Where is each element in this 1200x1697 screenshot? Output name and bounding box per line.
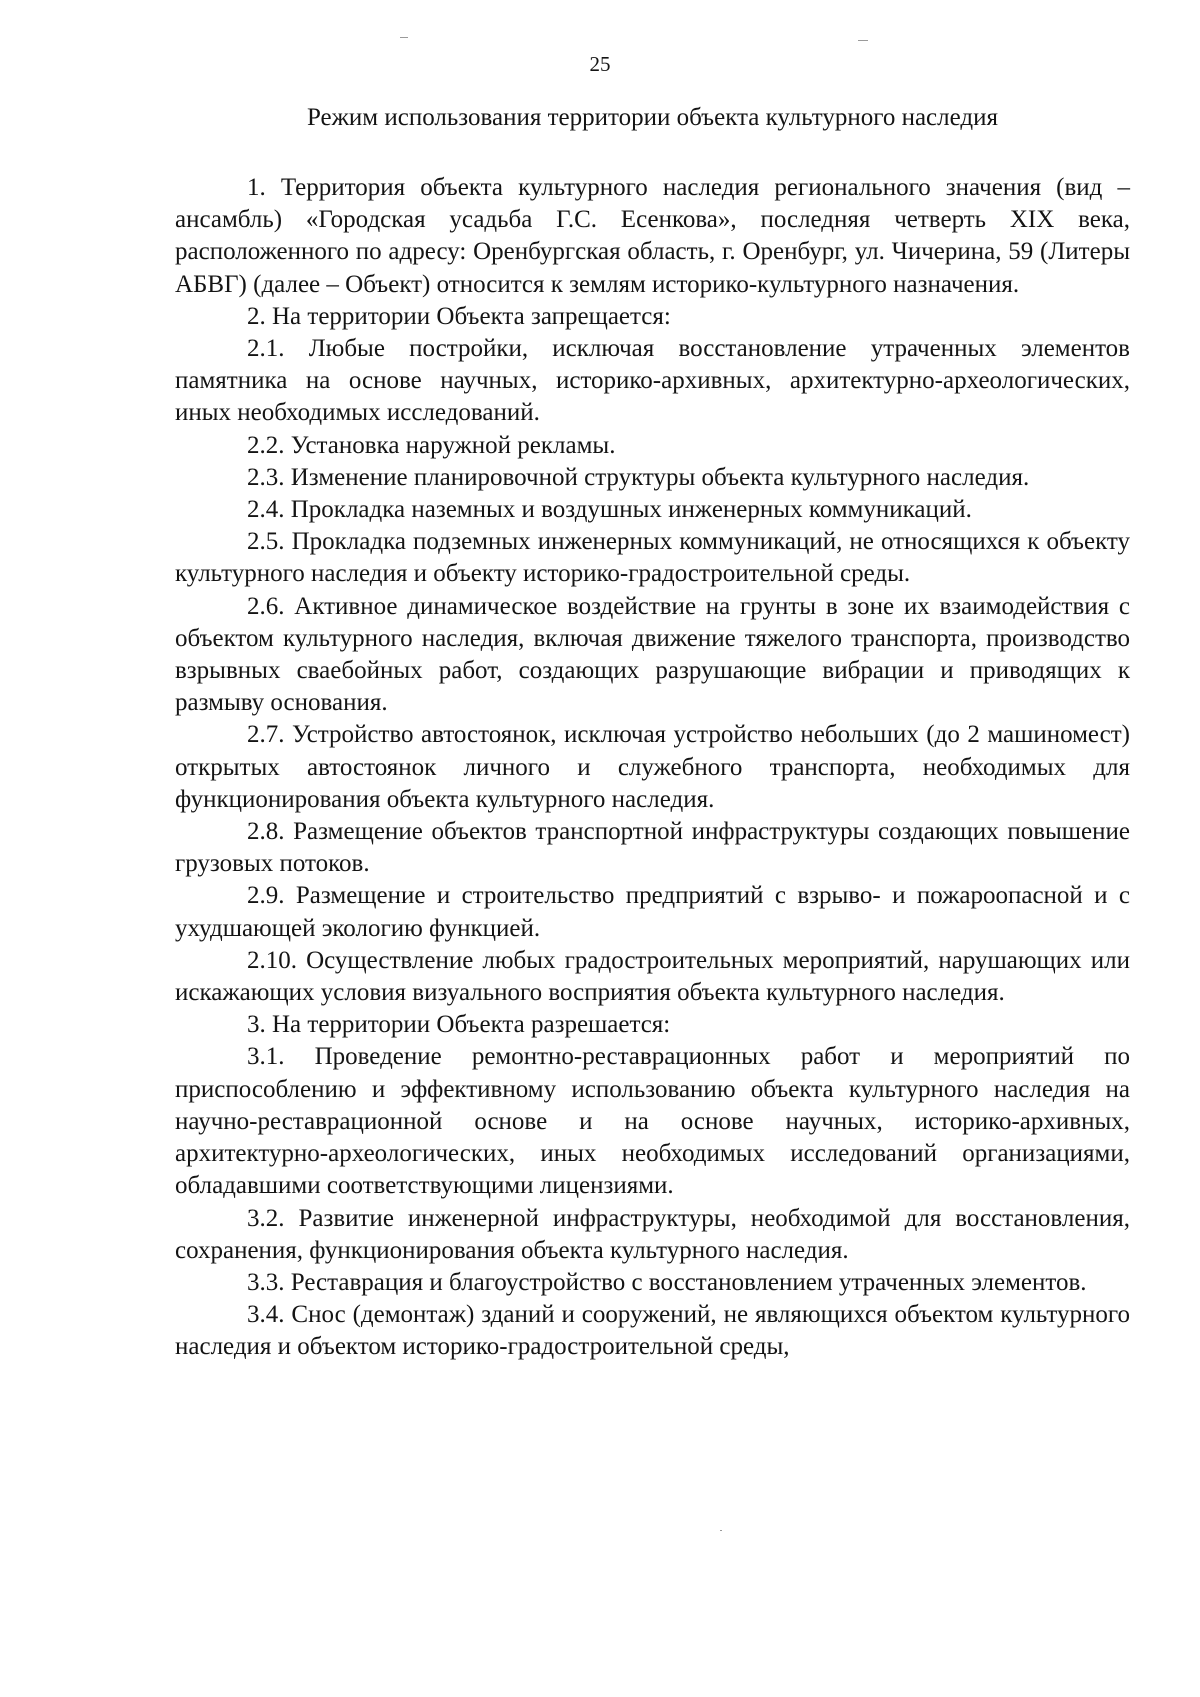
paragraph: 3.2. Развитие инженерной инфраструктуры, необходимой для восстановления, сохранения, функционирования объекта культурного наследия. <box>175 1204 1130 1264</box>
page-title: Режим использования территории объекта культурного наследия <box>306 104 998 131</box>
scan-speck <box>720 1530 722 1531</box>
paragraph: 2.9. Размещение и строительство предприятий с взрыво- и пожароопасной и с ухудшающей экологию функцией. <box>175 882 1130 942</box>
paragraph: 2.8. Размещение объектов транспортной инфраструктуры создающих повышение грузовых потоков. <box>175 818 1130 878</box>
paragraph: 3.4. Снос (демонтаж) зданий и сооружений, не являющихся объектом культурного наследия и объектом историко-градостроительной среды, <box>175 1301 1130 1361</box>
paragraph: 2.10. Осуществление любых градостроительных мероприятий, нарушающих или искажающих условия визуального восприятия объекта культурного наследия. <box>175 946 1130 1007</box>
scan-speck <box>858 40 868 41</box>
paragraph: 2.5. Прокладка подземных инженерных коммуникаций, не относящихся к объекту культурного наследия и объекту историко-градостроительной среды. <box>175 528 1130 588</box>
paragraph: 2.6. Активное динамическое воздействие на грунты в зоне их взаимодействия с объектом культурного наследия, включая движение тяжелого транспорта, производство взрывных сваебойных работ, создающих разрушающие вибрации и приводящих к размыву основания. <box>175 592 1130 717</box>
paragraph: 2. На территории Объекта запрещается: <box>247 302 671 330</box>
scan-speck <box>400 37 408 38</box>
paragraph: 2.2. Установка наружной рекламы. <box>247 431 616 459</box>
paragraph: 2.7. Устройство автостоянок, исключая устройство небольших (до 2 машиномест) открытых автостоянок личного и служебного транспорта, необходимых для функционирования объекта культурного наследия. <box>175 721 1130 813</box>
paragraph: 2.3. Изменение планировочной структуры объекта культурного наследия. <box>247 463 1030 491</box>
paragraph: 3.3. Реставрация и благоустройство с восстановлением утраченных элементов. <box>247 1268 1087 1296</box>
paragraph: 1. Территория объекта культурного наследия регионального значения (вид – ансамбль) «Городская усадьба Г.С. Есенкова», последняя четверть XIX века, расположенного по адресу: Оренбургская область, г. Оренбург, ул. Чичерина, 59 (Литеры АБВГ) (далее – Объект) относится к землям историко-культурного назначения. <box>175 174 1130 298</box>
paragraph: 2.4. Прокладка наземных и воздушных инженерных коммуникаций. <box>247 496 972 524</box>
paragraph: 3. На территории Объекта разрешается: <box>247 1011 671 1039</box>
paragraph: 2.1. Любые постройки, исключая восстановление утраченных элементов памятника на основе научных, историко-архивных, архитектурно-археологических, иных необходимых исследований. <box>175 335 1130 427</box>
paragraph: 3.1. Проведение ремонтно-реставрационных работ и мероприятий по приспособлению и эффективному использованию объекта культурного наследия на научно-реставрационной основе и на основе научных, историко-архивных, архитектурно-археологических, иных необходимых исследований организациями, обладавшими соответствующими лицензиями. <box>175 1043 1130 1200</box>
page-number: 25 <box>589 52 611 76</box>
document-body <box>175 172 1130 1364</box>
